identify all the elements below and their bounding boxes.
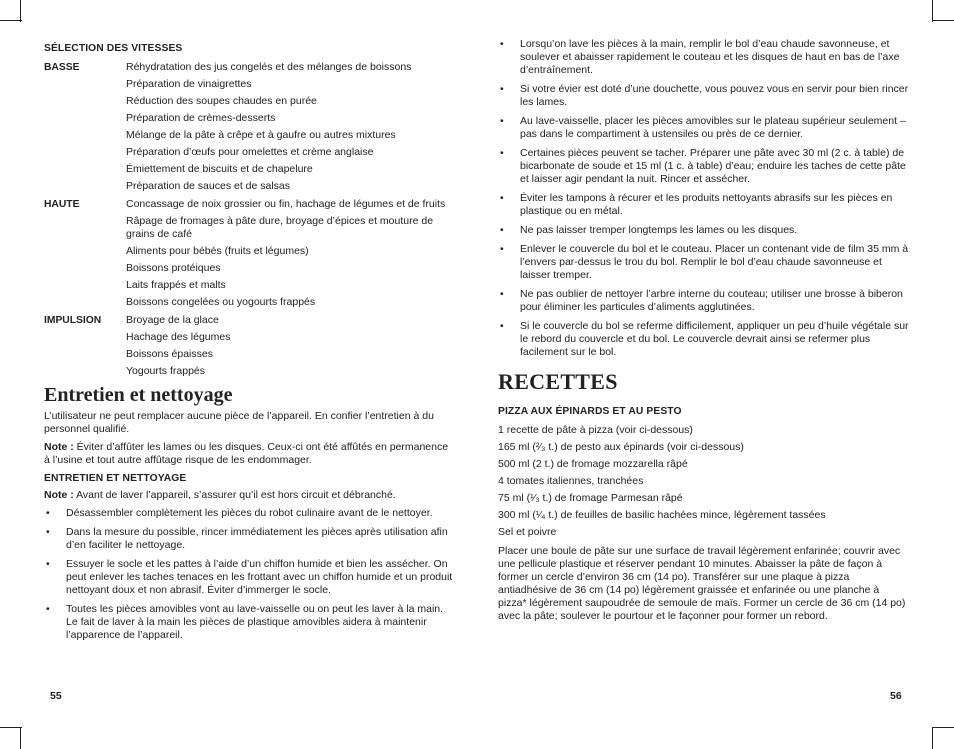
speeds-table bbox=[44, 61, 456, 382]
recipes-title: RECETTES bbox=[498, 369, 618, 394]
speed-item: Laits frappés et malts bbox=[126, 279, 226, 291]
bullet-icon: • bbox=[500, 147, 504, 159]
list-item bbox=[498, 192, 910, 218]
speed-row-haute bbox=[44, 198, 456, 313]
speed-items bbox=[126, 314, 456, 382]
speed-item: Hachage des légumes bbox=[126, 331, 231, 343]
crop-mark-tr-h bbox=[932, 20, 954, 21]
ingredient: 1 recette de pâte à pizza (voir ci-dessous) bbox=[498, 424, 693, 436]
speed-item: Préparation de vinaigrettes bbox=[126, 78, 252, 90]
list-item-text: Désassembler complètement les pièces du robot culinaire avant de le nettoyer. bbox=[66, 507, 433, 519]
crop-mark-bl-h bbox=[0, 727, 22, 728]
speed-item: Râpage de fromages à pâte dure, broyage d’épices et mouture de grains de café bbox=[126, 215, 434, 240]
bullet-icon: • bbox=[500, 83, 504, 95]
list-item bbox=[498, 224, 910, 237]
list-item-text: Enlever le couvercle du bol et le couteau. Placer un contenant vide de film 35 mm à l’envers par-dessus le trou du bol. Remplir le bol d’eau chaude savonneuse et laisser tremper. bbox=[520, 243, 909, 281]
crop-mark-bl-v bbox=[20, 727, 21, 749]
list-item bbox=[498, 115, 910, 141]
speed-row-impulsion bbox=[44, 314, 456, 382]
bullet-icon: • bbox=[500, 243, 504, 255]
list-item bbox=[44, 507, 456, 520]
crop-mark-br-h bbox=[932, 727, 954, 728]
speed-item: Boissons épaisses bbox=[126, 348, 213, 360]
bullet-icon: • bbox=[500, 115, 504, 127]
list-item-text: Au lave-vaisselle, placer les pièces amovibles sur le plateau supérieur seulement – pas dans le compartiment à ustensiles ou près de ce dernier. bbox=[520, 115, 906, 140]
list-item-text: Éviter les tampons à récurer et les produits nettoyants abrasifs sur les pièces en plastique ou en métal. bbox=[520, 192, 893, 217]
note-label: Note : bbox=[44, 441, 74, 453]
list-item-text: Ne pas laisser tremper longtemps les lames ou les disques. bbox=[520, 224, 798, 236]
bullet-icon: • bbox=[500, 192, 504, 204]
left-page bbox=[44, 38, 456, 648]
page-number-left: 55 bbox=[50, 690, 62, 702]
speed-items bbox=[126, 198, 456, 313]
list-item-text: Certaines pièces peuvent se tacher. Préparer une pâte avec 30 ml (2 c. à table) de bicarbonate de soude et 15 ml (1 c. à table) d’eau; enduire les taches de cette pâte et laisser agir pendant la nuit. Rincer et assécher. bbox=[520, 147, 906, 185]
speed-item: Réhydratation des jus congelés et des mélanges de boissons bbox=[126, 61, 412, 73]
bullet-icon: • bbox=[500, 320, 504, 332]
list-item-text: Dans la mesure du possible, rincer immédiatement les pièces après utilisation afin d’en faciliter le nettoyage. bbox=[66, 526, 448, 551]
bullet-icon: • bbox=[46, 526, 50, 538]
list-item-text: Toutes les pièces amovibles vont au lave-vaisselle ou on peut les laver à la main. Le fait de laver à la main les pièces de plastique amovibles aidera à maintenir l’apparence de l’appareil. bbox=[66, 603, 444, 641]
crop-mark-tl-h bbox=[0, 20, 22, 21]
bullet-icon: • bbox=[500, 224, 504, 236]
speed-item: Préparation de sauces et de salsas bbox=[126, 180, 291, 192]
speed-item: Boissons congelées ou yogourts frappés bbox=[126, 296, 316, 308]
list-item bbox=[498, 83, 910, 109]
list-item-text: Si votre évier est doté d’une douchette, vous pouvez vous en servir pour bien rincer les lames. bbox=[520, 83, 909, 108]
speed-item: Réduction des soupes chaudes en purée bbox=[126, 95, 317, 107]
list-item bbox=[44, 603, 456, 642]
bullet-icon: • bbox=[46, 603, 50, 615]
cleaning-list-right bbox=[498, 38, 910, 359]
crop-mark-br-v bbox=[932, 727, 933, 749]
maintenance-title: Entretien et nettoyage bbox=[44, 384, 233, 406]
list-item bbox=[44, 526, 456, 552]
crop-mark-tl-v bbox=[20, 0, 21, 22]
note-text: Éviter d’affûter les lames ou les disques. Ceux-ci ont été affûtés en permanence à l’usine et tout autre affûtage risque de les endommager. bbox=[44, 441, 449, 466]
ingredient-list bbox=[498, 424, 910, 539]
cleaning-list-left bbox=[44, 507, 456, 642]
recipe-method: Placer une boule de pâte sur une surface de travail légèrement enfarinée; couvrir avec une pellicule plastique et réserver pendant 10 minutes. Abaisser la pâte de façon à former un cercle d’environ 36 cm (14 po). Transférer sur une plaque à pizza antiadhésive de 36 cm (14 po) légèrement graissée et enfarinée ou une planche à pizza* légèrement saupoudrée de semoule de maïs. Former un cercle de 36 cm (14 po) avec la pâte; soulever le pourtour et le façonner pour former un rebord. bbox=[498, 545, 906, 622]
speed-item: Boissons protéiques bbox=[126, 262, 221, 274]
list-item bbox=[498, 320, 910, 359]
page-number-right: 56 bbox=[890, 690, 902, 702]
list-item-text: Si le couvercle du bol se referme difficilement, appliquer un peu d’huile végétale sur le rebord du couvercle et du bol. Le couvercle devrait ainsi se refermer plus facilement sur le bol. bbox=[520, 320, 909, 358]
speed-label: BASSE bbox=[44, 62, 80, 73]
speed-item: Yogourts frappés bbox=[126, 365, 206, 377]
speed-item: Mélange de la pâte à crêpe et à gaufre ou autres mixtures bbox=[126, 129, 396, 141]
speed-items bbox=[126, 61, 456, 197]
speed-item: Aliments pour bébés (fruits et légumes) bbox=[126, 245, 309, 257]
speed-item: Préparation de crèmes-desserts bbox=[126, 112, 276, 124]
list-item-text: Essuyer le socle et les pattes à l’aide d’un chiffon humide et bien les assécher. On peut enlever les taches tenaces en les frottant avec un chiffon humide et un produit nettoyant doux et non abrasif. Éviter d’immerger le socle. bbox=[66, 558, 453, 596]
maintenance-intro: L’utilisateur ne peut remplacer aucune pièce de l’appareil. En confier l’entretien à du personnel qualifié. bbox=[44, 410, 434, 435]
ingredient: 500 ml (2 t.) de fromage mozzarella râpé bbox=[498, 458, 688, 470]
right-page bbox=[498, 38, 910, 628]
list-item bbox=[498, 243, 910, 282]
speed-label: HAUTE bbox=[44, 199, 80, 210]
note-unplug bbox=[44, 489, 456, 502]
ingredient: 75 ml (¹⁄₃ t.) de fromage Parmesan râpé bbox=[498, 492, 683, 504]
speed-item: Concassage de noix grossier ou fin, hachage de légumes et de fruits bbox=[126, 198, 446, 210]
list-item bbox=[498, 147, 910, 186]
speed-item: Préparation d’œufs pour omelettes et crème anglaise bbox=[126, 146, 374, 158]
speeds-heading: SÉLECTION DES VITESSES bbox=[44, 43, 183, 54]
ingredient: 165 ml (²⁄₃ t.) de pesto aux épinards (voir ci-dessous) bbox=[498, 441, 744, 453]
note-text: Avant de laver l’appareil, s’assurer qu’il est hors circuit et débranché. bbox=[73, 489, 396, 501]
bullet-icon: • bbox=[500, 288, 504, 300]
speed-label: IMPULSION bbox=[44, 315, 102, 326]
bullet-icon: • bbox=[46, 507, 50, 519]
ingredient: 4 tomates italiennes, tranchées bbox=[498, 475, 644, 487]
list-item bbox=[498, 38, 910, 77]
bullet-icon: • bbox=[46, 558, 50, 570]
list-item-text: Lorsqu’on lave les pièces à la main, remplir le bol d’eau chaude savonneuse, et soulever et abaisser rapidement le couteau et les disques de haut en bas de l’axe d’entraînement. bbox=[520, 38, 900, 76]
list-item bbox=[498, 288, 910, 314]
ingredient: 300 ml (¹⁄₄ t.) de feuilles de basilic hachées mince, légèrement tassées bbox=[498, 509, 826, 521]
speed-item: Émiettement de biscuits et de chapelure bbox=[126, 163, 313, 175]
ingredient: Sel et poivre bbox=[498, 526, 557, 538]
cleaning-heading: ENTRETIEN ET NETTOYAGE bbox=[44, 473, 187, 484]
list-item bbox=[44, 558, 456, 597]
list-item-text: Ne pas oublier de nettoyer l’arbre interne du couteau; utiliser une brosse à biberon pour éliminer les particules d’aliments agglutinées. bbox=[520, 288, 903, 313]
speed-item: Broyage de la glace bbox=[126, 314, 219, 326]
note-label: Note : bbox=[44, 489, 74, 501]
note-blades bbox=[44, 441, 456, 467]
bullet-icon: • bbox=[500, 38, 504, 50]
crop-mark-tr-v bbox=[932, 0, 933, 22]
speed-row-basse bbox=[44, 61, 456, 197]
recipe-heading: PIZZA AUX ÉPINARDS ET AU PESTO bbox=[498, 406, 682, 417]
